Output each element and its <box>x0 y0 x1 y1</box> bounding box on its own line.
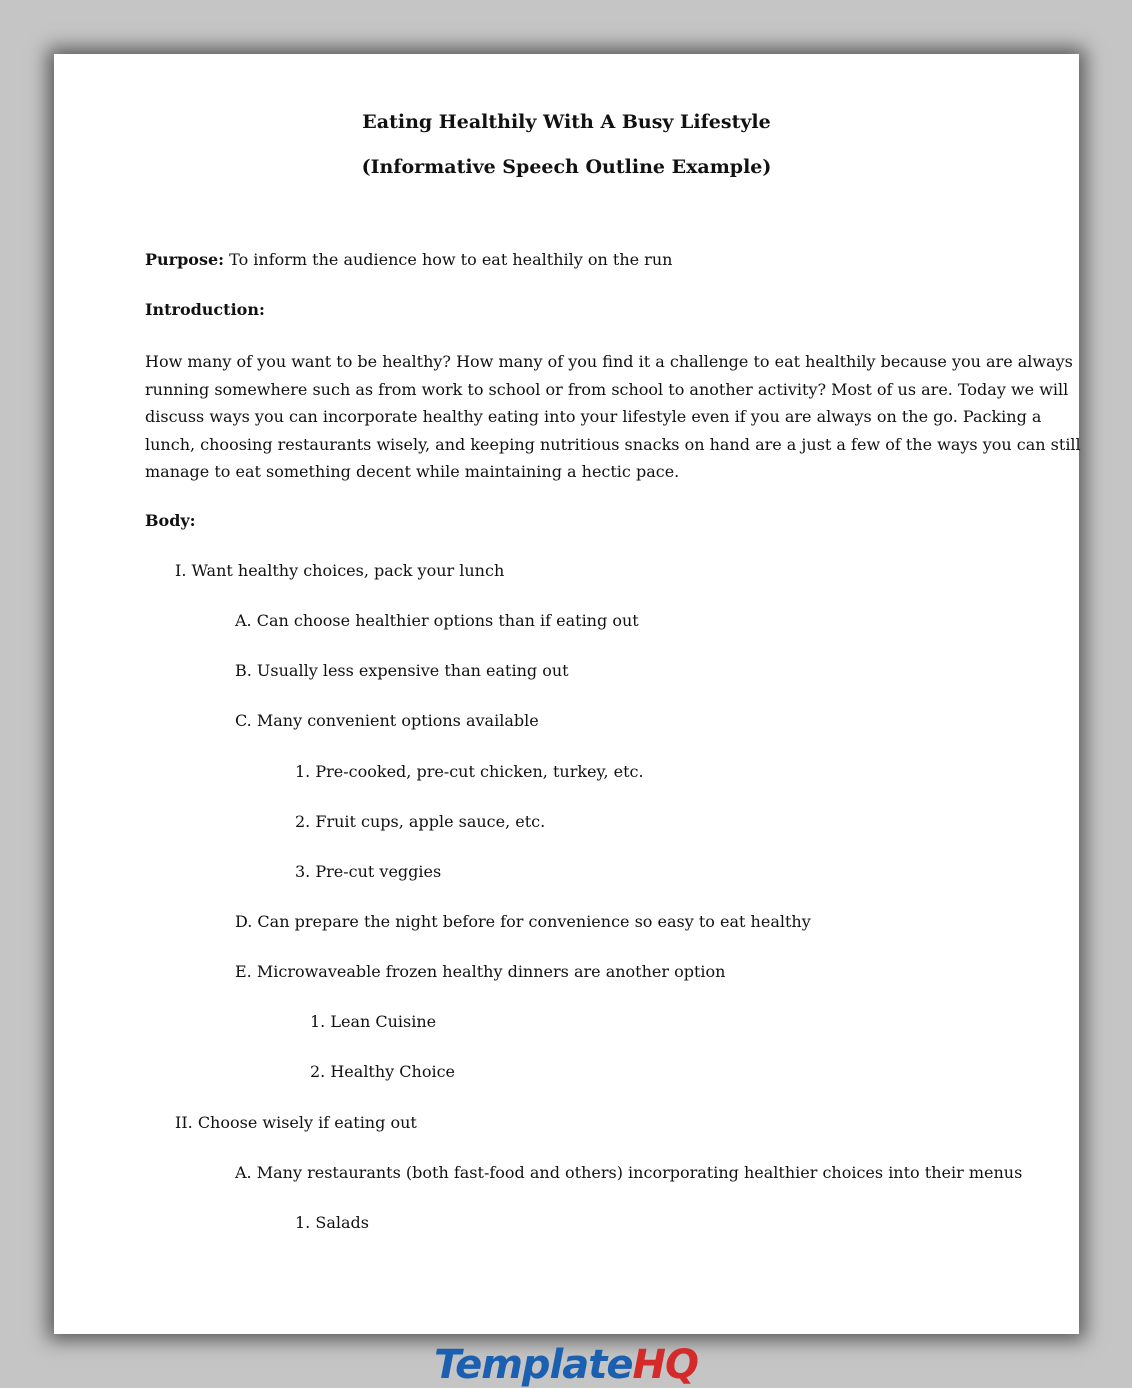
introduction-line: How many of you want to be healthy? How many of you find it a challenge to eat healthily because you are always <box>145 352 1073 371</box>
document-page <box>54 54 1079 1334</box>
outline-item-level-1: II. Choose wisely if eating out <box>175 1113 417 1132</box>
introduction-line: manage to eat something decent while maintaining a hectic pace. <box>145 462 680 482</box>
outline-item-level-2: D. Can prepare the night before for convenience so easy to eat healthy <box>235 912 811 931</box>
purpose-text: To inform the audience how to eat healthily on the run <box>224 250 673 269</box>
body-heading: Body: <box>145 511 196 530</box>
introduction-paragraph <box>145 348 1081 486</box>
templatehq-watermark-logo <box>0 1337 1132 1388</box>
watermark-part-template: Template <box>433 1342 633 1388</box>
outline-item-level-2: A. Can choose healthier options than if eating out <box>235 611 639 630</box>
outline-item-level-2: B. Usually less expensive than eating out <box>235 661 569 680</box>
outline-item-level-2: E. Microwaveable frozen healthy dinners are another option <box>235 962 726 981</box>
purpose-label: Purpose: <box>145 250 225 269</box>
outline-item-level-2: C. Many convenient options available <box>235 711 539 730</box>
watermark-part-hq: HQ <box>632 1342 698 1388</box>
document-subtitle: (Informative Speech Outline Example) <box>361 156 772 178</box>
outline-item-level-3: 2. Fruit cups, apple sauce, etc. <box>295 812 546 831</box>
introduction-line: discuss ways you can incorporate healthy eating into your lifestyle even if you are always on the go. Packing a <box>145 407 1042 427</box>
outline-item-level-3: 1. Pre-cooked, pre-cut chicken, turkey, etc. <box>295 762 644 781</box>
outline-item-level-3: 1. Lean Cuisine <box>310 1012 437 1031</box>
purpose-line <box>145 250 672 269</box>
outline-item-level-3: 3. Pre-cut veggies <box>295 862 442 881</box>
outline-item-level-2: A. Many restaurants (both fast-food and others) incorporating healthier choices into their menus <box>235 1163 1023 1182</box>
document-title: Eating Healthily With A Busy Lifestyle <box>362 111 771 133</box>
outline-item-level-3: 1. Salads <box>295 1213 369 1232</box>
outline-item-level-3: 2. Healthy Choice <box>310 1062 456 1081</box>
introduction-line: lunch, choosing restaurants wisely, and keeping nutritious snacks on hand are a just a few of the ways you can still <box>145 434 1081 454</box>
introduction-heading: Introduction: <box>145 300 265 319</box>
introduction-line: running somewhere such as from work to school or from school to another activity? Most of us are. Today we will <box>145 379 1069 399</box>
outline-item-level-1: I. Want healthy choices, pack your lunch <box>175 561 505 580</box>
